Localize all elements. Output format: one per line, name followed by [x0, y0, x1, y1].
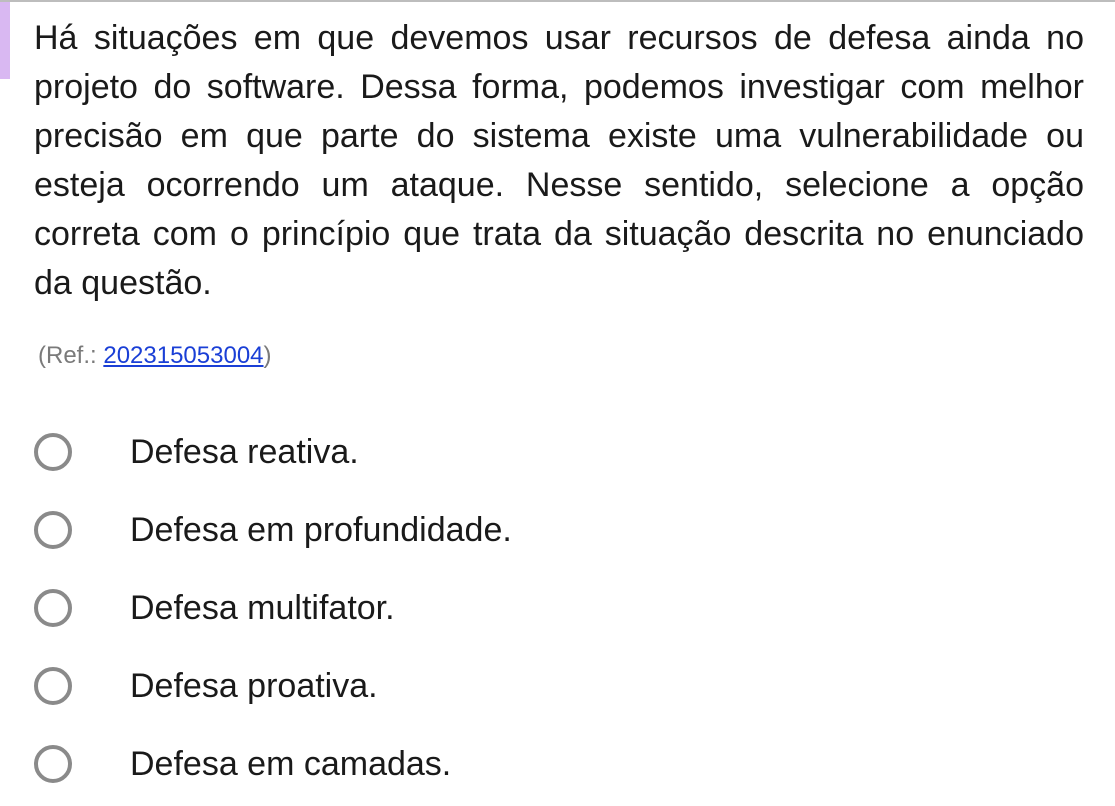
answer-option-label: Defesa em profundidade. — [130, 511, 512, 549]
answer-option-label: Defesa reativa. — [130, 433, 359, 471]
answer-option-label: Defesa proativa. — [130, 667, 378, 705]
radio-button-icon[interactable] — [34, 667, 72, 705]
answer-option-e[interactable] — [34, 740, 451, 788]
radio-button-icon[interactable] — [34, 511, 72, 549]
radio-button-icon[interactable] — [34, 433, 72, 471]
answer-option-d[interactable] — [34, 662, 378, 710]
reference-suffix: ) — [263, 342, 272, 369]
answer-option-b[interactable] — [34, 506, 512, 554]
answer-option-a[interactable] — [34, 428, 359, 476]
radio-button-icon[interactable] — [34, 745, 72, 783]
answer-option-label: Defesa em camadas. — [130, 745, 452, 783]
answer-option-c[interactable] — [34, 584, 395, 632]
radio-button-icon[interactable] — [34, 589, 72, 627]
question-text: Há situações em que devemos usar recursos de defesa ainda no projeto do software. Dessa forma, podemos investigar com melhor precisão em que parte do sistema existe uma vulnerabilidade ou esteja ocorrendo um ataque. Nesse sentido, selecione a opção correta com o princípio que trata da situação descrita no enunciado da questão. — [34, 19, 1084, 302]
reference-prefix: (Ref.: — [38, 342, 104, 369]
reference-code-link[interactable]: 202315053004 — [103, 342, 264, 369]
answer-option-label: Defesa multifator. — [130, 589, 395, 627]
